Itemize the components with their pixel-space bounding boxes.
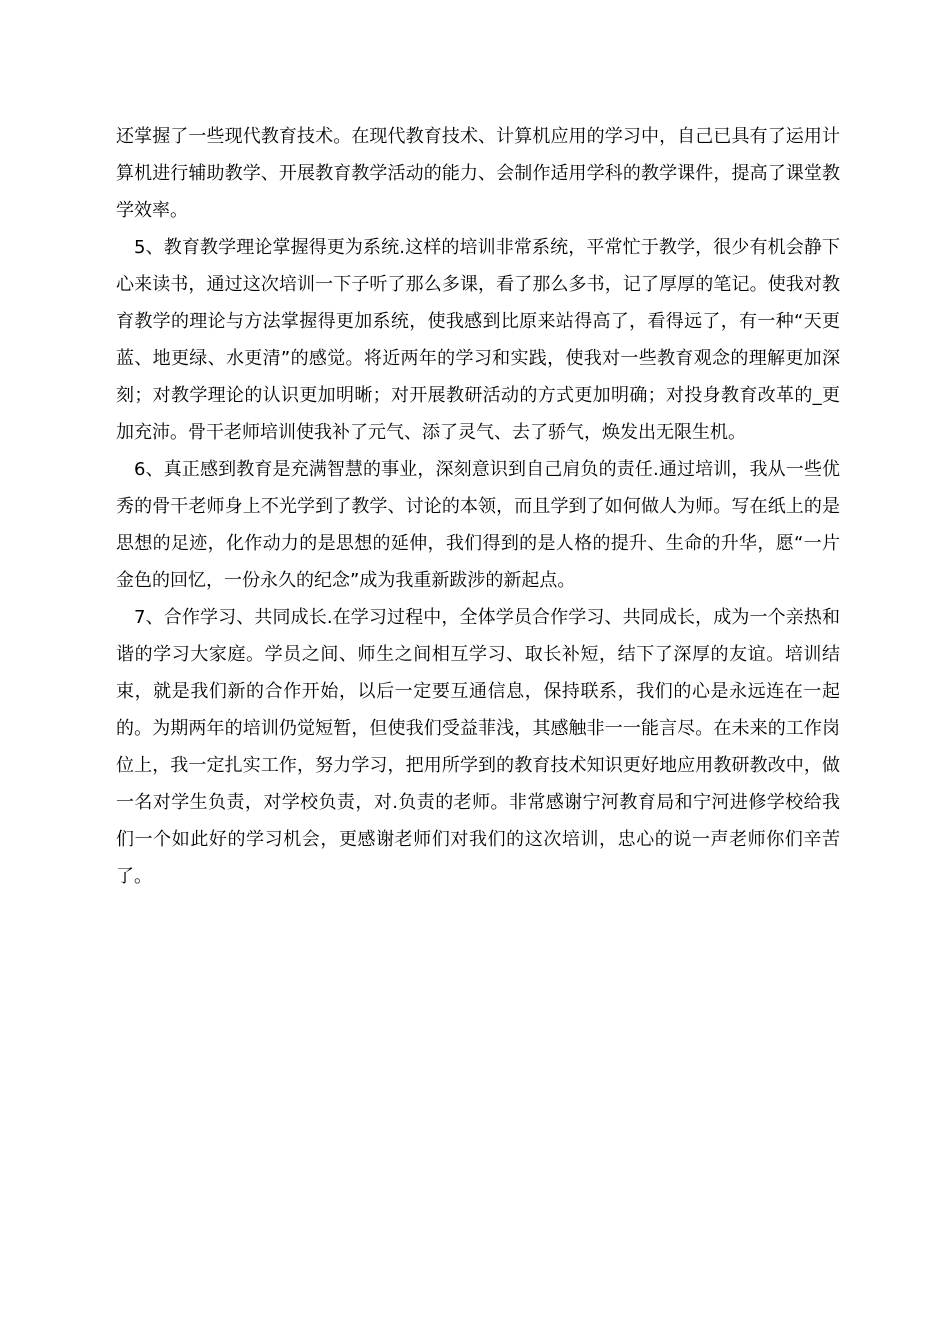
document-body bbox=[116, 118, 840, 895]
paragraph-continuation: 还掌握了一些现代教育技术。在现代教育技术、计算机应用的学习中，自己已具有了运用计算机进行辅助教学、开展教育教学活动的能力、会制作适用学科的教学课件，提高了课堂教学效率。 bbox=[116, 126, 840, 221]
paragraph-item-5: 5、教育教学理论掌握得更为系统.这样的培训非常系统，平常忙于教学，很少有机会静下心来读书，通过这次培训一下子听了那么多课，看了那么多书，记了厚厚的笔记。使我对教育教学的理论与方法掌握得更加系统，使我感到比原来站得高了，看得远了，有一种“天更蓝、地更绿、水更清”的感觉。将近两年的学习和实践，使我对一些教育观念的理解更加深刻；对教学理论的认识更加明晰；对开展教研活动的方式更加明确；对投身教育改革的_更加充沛。骨干老师培训使我补了元气、添了灵气、去了骄气，焕发出无限生机。 bbox=[116, 237, 840, 443]
paragraph-item-6: 6、真正感到教育是充满智慧的事业，深刻意识到自己肩负的责任.通过培训，我从一些优秀的骨干老师身上不光学到了教学、讨论的本领，而且学到了如何做人为师。写在纸上的是思想的足迹，化作动力的是思想的延伸，我们得到的是人格的提升、生命的升华，愿“一片金色的回忆，一份永久的纪念”成为我重新跋涉的新起点。 bbox=[116, 459, 840, 591]
paragraph-item-7: 7、合作学习、共同成长.在学习过程中，全体学员合作学习、共同成长，成为一个亲热和谐的学习大家庭。学员之间、师生之间相互学习、取长补短，结下了深厚的友谊。培训结束，就是我们新的合作开始，以后一定要互通信息，保持联系，我们的心是永远连在一起的。为期两年的培训仍觉短暂，但使我们受益菲浅，其感触非一一能言尽。在未来的工作岗位上，我一定扎实工作，努力学习，把用所学到的教育技术知识更好地应用教研教改中，做一名对学生负责，对学校负责，对.负责的老师。非常感谢宁河教育局和宁河进修学校给我们一个如此好的学习机会，更感谢老师们对我们的这次培训，忠心的说一声老师你们辛苦了。 bbox=[116, 607, 840, 887]
